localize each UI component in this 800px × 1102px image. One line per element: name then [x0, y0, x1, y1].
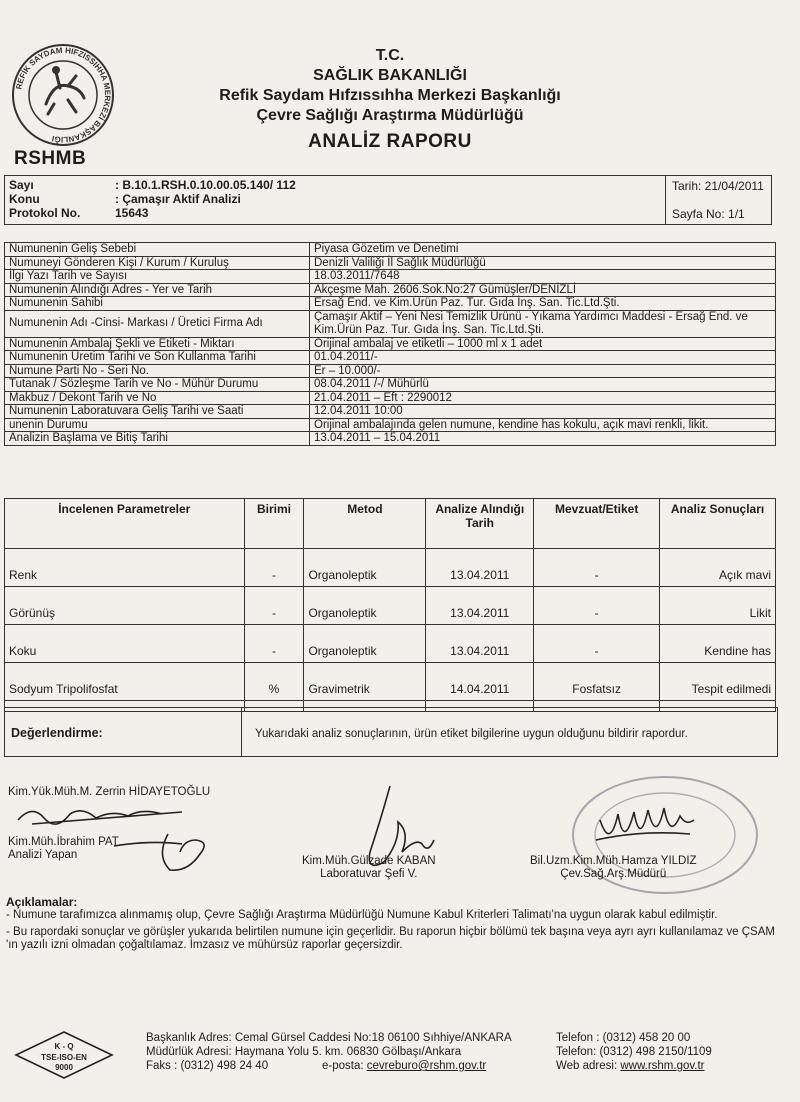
svg-text:K - Q: K - Q — [54, 1042, 74, 1051]
meta-right — [665, 176, 772, 224]
footer-address-1: Başkanlık Adres: Cemal Gürsel Caddesi No:18 06100 Sıhhiye/ANKARA — [146, 1032, 512, 1044]
results-header-row — [5, 499, 776, 549]
notes-section — [6, 896, 776, 956]
signatory-4-name: Bil.Uzm.Kim.Müh.Hamza YILDIZ — [530, 855, 697, 867]
result-value: Tespit edilmedi — [660, 663, 776, 701]
info-value: 18.03.2011/7648 — [310, 270, 776, 284]
header-results: Analiz Sonuçları — [660, 499, 776, 549]
signature-3 — [340, 782, 440, 882]
footer-web-label: Web adresi: — [556, 1060, 618, 1072]
sayi-label: Sayı — [9, 178, 34, 192]
header-line-department: Çevre Sağlığı Araştırma Müdürlüğü — [256, 107, 524, 124]
info-key: unenin Durumu — [5, 418, 310, 432]
result-row — [5, 549, 776, 587]
header-regulation: Mevzuat/Etiket — [534, 499, 660, 549]
report-header — [130, 46, 650, 152]
info-row — [5, 310, 776, 337]
result-row — [5, 663, 776, 701]
info-row — [5, 378, 776, 392]
info-row — [5, 297, 776, 311]
signatory-4 — [530, 855, 697, 881]
info-value: 13.04.2011 – 15.04.2011 — [310, 432, 776, 446]
konu-value: : Çamaşır Aktif Analizi — [115, 192, 241, 206]
info-value: Çamaşır Aktif – Yeni Nesi Temizlik Ürünü - Yıkama Yardımcı Maddesi - Ersağ End. ve Kim.Ürün Paz. Tur. Gıda İnş. San. Tic.Ltd.Şti. — [310, 310, 776, 337]
evaluation-box — [4, 707, 778, 757]
result-date: 13.04.2011 — [426, 587, 534, 625]
signatory-1-name: Kim.Yük.Müh.M. Zerrin HİDAYETOĞLU — [8, 786, 211, 798]
result-unit: % — [244, 663, 304, 701]
result-regulation: - — [534, 549, 660, 587]
info-row — [5, 283, 776, 297]
svg-text:REFİK SAYDAM HIFZISSIHHA MERKE: REFİK SAYDAM HIFZISSIHHA MERKEZİ BAŞKANLIĞI — [14, 45, 113, 145]
info-value: Akçeşme Mah. 2606.Sok.No:27 Gümüşler/DENİZLİ — [310, 283, 776, 297]
footer-email-label: e-posta: — [322, 1060, 364, 1072]
info-value: 21.04.2011 – Eft : 2290012 — [310, 391, 776, 405]
info-value: Orijinal ambalaj ve etiketli – 1000 ml x 1 adet — [310, 337, 776, 351]
result-method: Organoleptik — [304, 625, 426, 663]
svg-text:9000: 9000 — [55, 1063, 73, 1072]
result-row — [5, 587, 776, 625]
footer — [146, 1031, 786, 1073]
tse-iso-badge — [12, 1030, 116, 1080]
info-value: Orijinal ambalajında gelen numune, kendine has kokulu, açık mavi renkli, likit. — [310, 418, 776, 432]
signatory-2-role: Analizi Yapan — [8, 849, 78, 861]
info-key: Numunenin Adı -Cinsi- Markası / Üretici Firma Adı — [5, 310, 310, 337]
result-unit: - — [244, 625, 304, 663]
info-value: Ersağ End. ve Kim.Ürün Paz. Tur. Gıda İnş. San. Tic.Ltd.Şti. — [310, 297, 776, 311]
info-row — [5, 351, 776, 365]
result-unit: - — [244, 549, 304, 587]
info-key: İlgi Yazı Tarih ve Sayısı — [5, 270, 310, 284]
note-1: - Numune tarafımızca alınmamış olup, Çevre Sağlığı Araştırma Müdürlüğü Numune Kabul Kriterleri Talimatı'na uygun olarak kabul edilmiştir. — [6, 909, 718, 921]
header-line-institute: Refik Saydam Hıfzıssıhha Merkezi Başkanlığı — [219, 87, 561, 104]
logo-abbreviation: RSHMB — [14, 148, 87, 169]
info-key: Analizin Başlama ve Bitiş Tarihi — [5, 432, 310, 446]
result-date: 14.04.2011 — [426, 663, 534, 701]
result-date: 13.04.2011 — [426, 625, 534, 663]
result-regulation: - — [534, 587, 660, 625]
result-value: Açık mavi — [660, 549, 776, 587]
info-key: Numune Parti No - Seri No. — [5, 364, 310, 378]
info-value: 12.04.2011 10:00 — [310, 405, 776, 419]
info-key: Numunenin Üretim Tarihi ve Son Kullanma Tarihi — [5, 351, 310, 365]
result-regulation: Fosfatsız — [534, 663, 660, 701]
header-analysis-date: Analize Alındığı Tarih — [426, 499, 534, 549]
signatory-3-name: Kim.Müh.Gülzade KABAN — [302, 855, 436, 867]
footer-fax: Faks : (0312) 498 24 40 — [146, 1060, 269, 1072]
signatory-2 — [8, 836, 119, 862]
signature-2 — [110, 826, 220, 876]
result-method: Gravimetrik — [304, 663, 426, 701]
info-key: Tutanak / Sözleşme Tarih ve No - Mühür Durumu — [5, 378, 310, 392]
signatory-1 — [8, 786, 210, 799]
result-regulation: - — [534, 625, 660, 663]
evaluation-text: Yukarıdaki analiz sonuçlarının, ürün etiket bilgilerine uygun olduğunu bildirir rapordur. — [255, 728, 688, 740]
result-date: 13.04.2011 — [426, 549, 534, 587]
rshm-logo — [10, 42, 116, 148]
konu-label: Konu — [9, 192, 40, 206]
result-param: Koku — [5, 625, 245, 663]
info-value: Er – 10.000/- — [310, 364, 776, 378]
footer-web-link[interactable]: www.rshm.gov.tr — [620, 1060, 705, 1072]
report-date: Tarih: 21/04/2011 — [672, 179, 764, 193]
result-value: Likit — [660, 587, 776, 625]
footer-phone-1: Telefon : (0312) 458 20 00 — [556, 1032, 691, 1044]
info-row — [5, 432, 776, 446]
signatory-4-role: Çev.Sağ.Arş.Müdürü — [560, 868, 667, 880]
note-2: - Bu rapordaki sonuçlar ve görüşler yukarıda belirtilen numune için geçerlidir. Bu raporun hiçbir bölümü tek başına veya ayrı ayrı kullanılamaz ve ÇSAM 'ın yazılı izni olmadan çoğaltılamaz. İmzasız ve mühürsüz raporlar geçersizdir. — [6, 926, 775, 951]
report-title: ANALİZ RAPORU — [308, 131, 472, 152]
result-param: Sodyum Tripolifosfat — [5, 663, 245, 701]
result-unit: - — [244, 587, 304, 625]
info-value: Piyasa Gözetim ve Denetimi — [310, 243, 776, 257]
info-row — [5, 418, 776, 432]
footer-phone-2: Telefon: (0312) 498 2150/1109 — [556, 1046, 712, 1058]
signatory-2-name: Kim.Müh.İbrahim PAT — [8, 836, 119, 848]
result-row — [5, 625, 776, 663]
info-row — [5, 256, 776, 270]
info-value: 01.04.2011/- — [310, 351, 776, 365]
info-row — [5, 405, 776, 419]
header-unit: Birimi — [244, 499, 304, 549]
footer-address-2: Müdürlük Adresi: Haymana Yolu 5. km. 06830 Gölbaşı/Ankara — [146, 1046, 462, 1058]
protokol-value: 15643 — [115, 206, 149, 220]
result-value: Kendine has — [660, 625, 776, 663]
info-value: Denizli Valiliği İl Sağlık Müdürlüğü — [310, 256, 776, 270]
header-line-ministry: SAĞLIK BAKANLIĞI — [313, 67, 467, 84]
meta-left — [9, 178, 296, 220]
info-key: Numunenin Sahibi — [5, 297, 310, 311]
sayi-value: : B.10.1.RSH.0.10.00.05.140/ 112 — [115, 178, 296, 192]
info-key: Numunenin Ambalaj Şekli ve Etiketi - Miktarı — [5, 337, 310, 351]
info-key: Numunenin Laboratuvara Geliş Tarihi ve Saati — [5, 405, 310, 419]
info-value: 08.04.2011 /-/ Mühürlü — [310, 378, 776, 392]
svg-text:TSE-ISO-EN: TSE-ISO-EN — [41, 1053, 87, 1062]
header-line-tc: T.C. — [375, 47, 405, 64]
header-method: Metod — [304, 499, 426, 549]
footer-email-link[interactable]: cevreburo@rshm.gov.tr — [366, 1060, 487, 1072]
sample-info-table — [4, 242, 776, 446]
protokol-label: Protokol No. — [9, 206, 81, 220]
info-key: Makbuz / Dekont Tarih ve No — [5, 391, 310, 405]
info-key: Numunenin Geliş Sebebi — [5, 243, 310, 257]
info-key: Numuneyi Gönderen Kişi / Kurum / Kuruluş — [5, 256, 310, 270]
result-method: Organoleptik — [304, 549, 426, 587]
info-row — [5, 243, 776, 257]
page-number: Sayfa No: 1/1 — [672, 207, 745, 221]
info-row — [5, 364, 776, 378]
signatory-3-role: Laboratuvar Şefi V. — [320, 868, 418, 880]
result-param: Görünüş — [5, 587, 245, 625]
info-row — [5, 391, 776, 405]
result-param: Renk — [5, 549, 245, 587]
signature-4 — [590, 790, 700, 860]
evaluation-divider — [241, 708, 242, 756]
notes-title: Açıklamalar: — [6, 895, 78, 909]
info-row — [5, 337, 776, 351]
result-method: Organoleptik — [304, 587, 426, 625]
header-parameters: İncelenen Parametreler — [5, 499, 245, 549]
evaluation-label: Değerlendirme: — [11, 726, 103, 740]
results-table — [4, 498, 776, 712]
info-key: Numunenin Alındığı Adres - Yer ve Tarih — [5, 283, 310, 297]
report-meta-box — [4, 175, 772, 225]
info-row — [5, 270, 776, 284]
